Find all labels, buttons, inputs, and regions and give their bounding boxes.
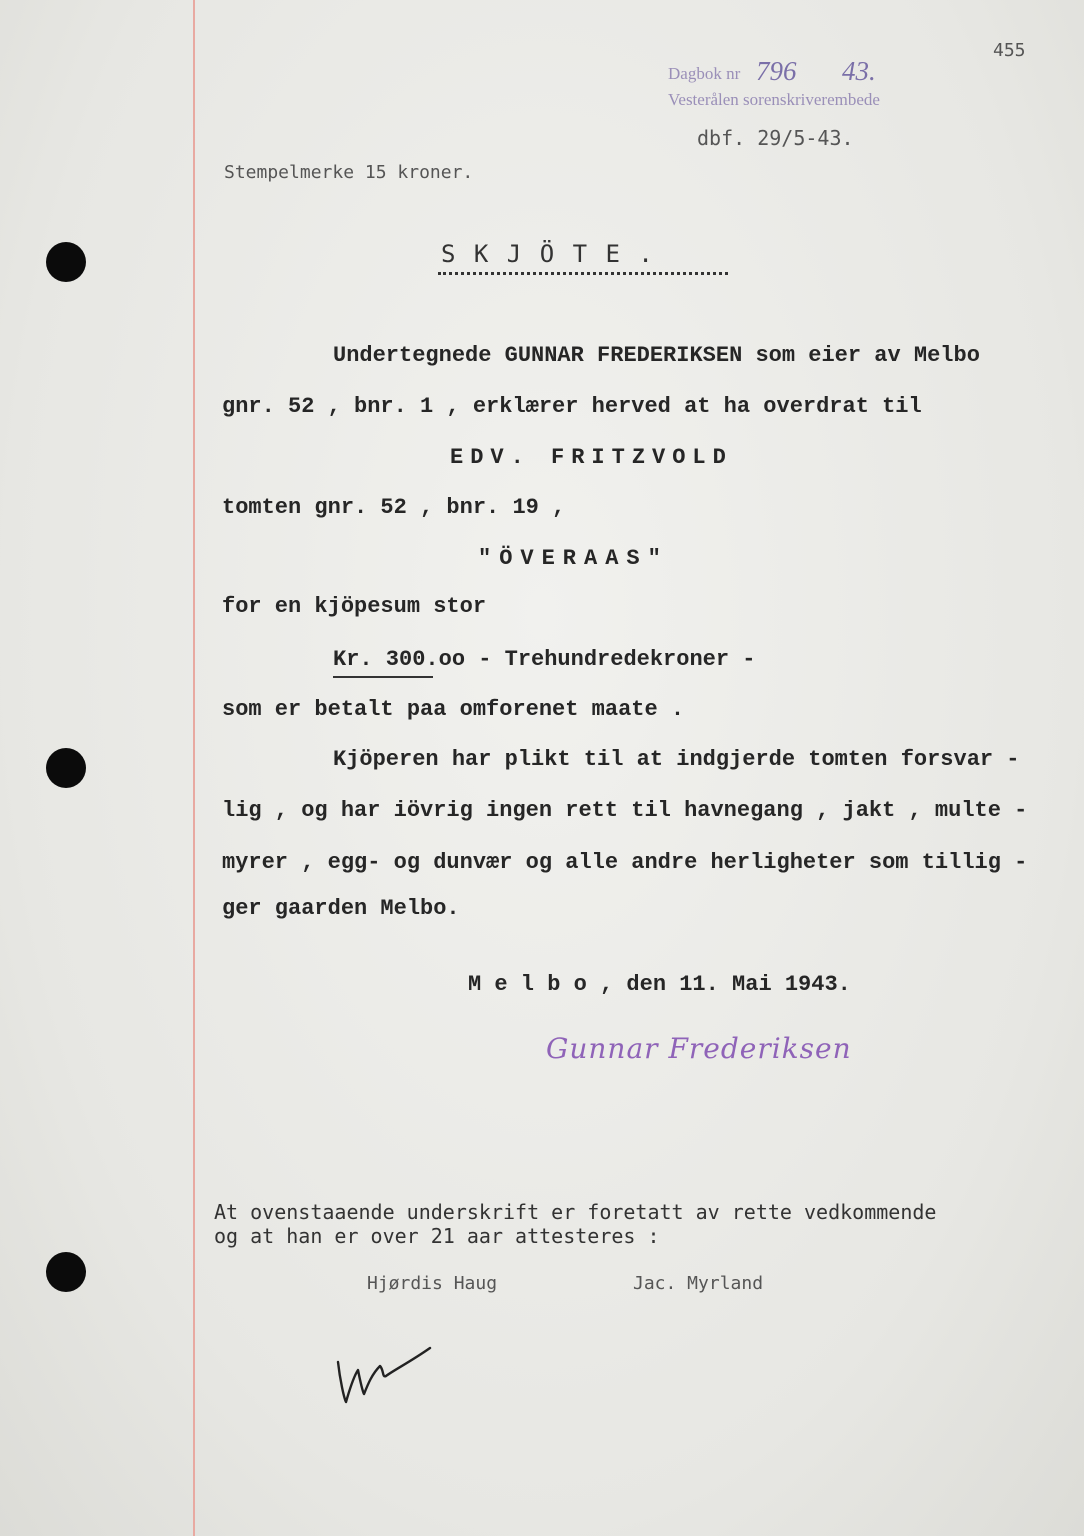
para2-line-3: myrer , egg- og dunvær og alle andre herligheter som tillig - [222,850,1028,875]
witness-2: Jac. Myrland [633,1273,764,1294]
place-and-date: M e l b o , den 11. Mai 1943. [468,972,851,997]
stamp-hand-number: 796 [756,56,797,86]
purchase-amount: Kr. 300.oo - Trehundredekroner - [333,647,756,672]
title-underline [438,272,728,275]
punch-hole [46,748,86,788]
initials-scribble [330,1340,440,1410]
attestation-line-1: At ovenstaaende underskrift er foretatt av rette vedkommende [214,1200,937,1224]
property-name: "ÖVERAAS" [478,546,669,571]
witness-1: Hjørdis Haug [367,1273,498,1294]
body-line-3: tomten gnr. 52 , bnr. 19 , [222,495,566,520]
amount-underline [333,676,433,678]
stamp-line-2: Vesterålen sorenskriverembede [668,90,880,109]
punch-hole [46,242,86,282]
seller-signature: Gunnar Frederiksen [546,1032,852,1065]
buyer-name: EDV. FRITZVOLD [450,445,733,470]
body-line-2: gnr. 52 , bnr. 1 , erklærer herved at ha overdrat til [222,394,922,419]
body-line-1: Undertegnede GUNNAR FREDERIKSEN som eier av Melbo [333,343,980,368]
stamp-duty-note: Stempelmerke 15 kroner. [224,162,474,183]
attestation-line-2: og at han er over 21 aar attesteres : [214,1224,660,1248]
margin-line [193,0,195,1536]
stamp-date: dbf. 29/5-43. [697,126,854,150]
body-line-5: som er betalt paa omforenet maate . [222,697,685,722]
para2-line-1: Kjöperen har plikt til at indgjerde tomten forsvar - [333,747,1020,772]
para2-line-4: ger gaarden Melbo. [222,896,460,921]
stamp-line-1: Dagbok nr [668,64,741,83]
punch-hole [46,1252,86,1292]
document-title: S K J Ö T E . [441,240,655,268]
para2-line-2: lig , og har iövrig ingen rett til havnegang , jakt , multe - [222,798,1028,823]
stamp-hand-year: 43. [842,56,876,86]
page-number: 455 [993,40,1026,61]
body-line-4: for en kjöpesum stor [222,594,487,619]
